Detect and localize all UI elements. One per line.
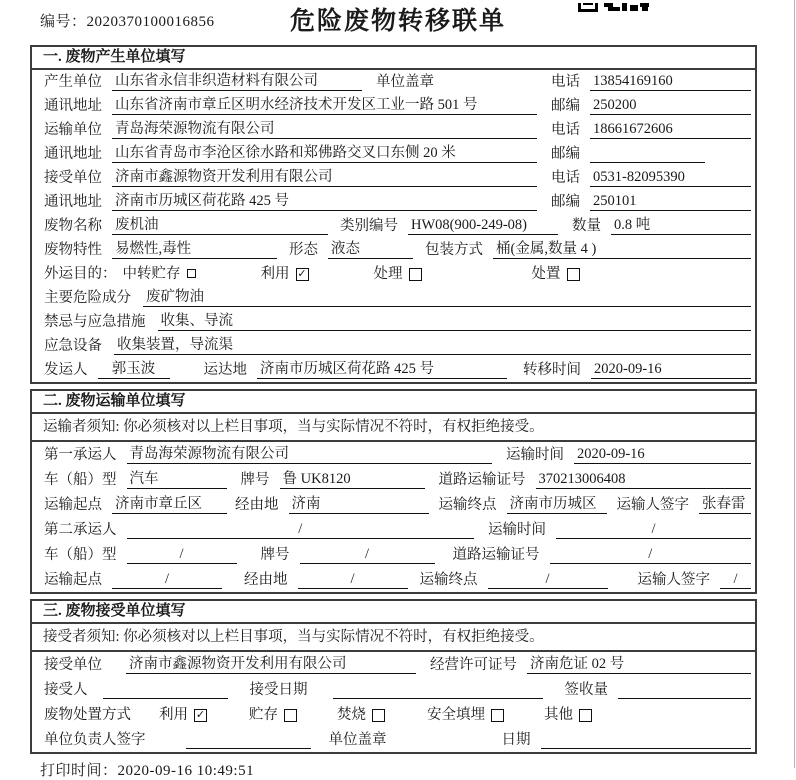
- address-label: 通讯地址: [44, 146, 102, 162]
- plate-label: 牌号: [240, 472, 270, 488]
- endpoint-label: 运输终点: [419, 572, 478, 588]
- phone-label: 电话: [551, 170, 580, 186]
- qr-code-fragment-icon: [578, 0, 650, 9]
- signed-quantity-label: 签收量: [564, 682, 608, 698]
- responsible-signature-value: [186, 731, 311, 749]
- transport-postcode-value: [590, 145, 705, 163]
- first-carrier-label: 第一承运人: [44, 447, 117, 463]
- row-waste-properties: [32, 238, 755, 262]
- unit-seal-label: 单位盖章: [328, 732, 387, 748]
- waste-property-label: 废物特性: [44, 242, 102, 258]
- phone-label: 电话: [551, 122, 580, 138]
- quantity-label: 数量: [572, 218, 601, 234]
- row-disposal-method: [32, 702, 755, 727]
- via-value: 济南: [289, 496, 429, 514]
- option-label: 其他: [544, 707, 573, 723]
- producer-unit-label: 产生单位: [44, 74, 102, 90]
- row-waste-name: [32, 214, 755, 238]
- emergency-measures-value: 收集、导流: [158, 313, 752, 331]
- producer-phone-value: 13854169160: [590, 73, 751, 91]
- section1-header: 一. 废物产生单位填写: [32, 47, 755, 70]
- row-receiver-unit: [32, 166, 755, 190]
- section-producer: [30, 45, 757, 384]
- option-label: 安全填埋: [427, 707, 485, 723]
- license-value: 济南危证 02 号: [527, 656, 751, 674]
- signed-quantity-value: [618, 681, 751, 699]
- option-treat: [374, 266, 422, 283]
- row-receiving-unit: [32, 652, 755, 677]
- phone-label: 电话: [551, 74, 580, 90]
- vehicle-type-label: 车（船）型: [44, 547, 117, 563]
- transport-unit-value: 青岛海荣源物流有限公司: [112, 121, 537, 139]
- responsible-signature-label: 单位负责人签字: [44, 732, 146, 748]
- waste-name-value: 废机油: [112, 217, 328, 235]
- postcode-label: 邮编: [551, 194, 580, 210]
- checkbox-incinerate-icon: [372, 709, 385, 722]
- unit-seal-label: 单位盖章: [376, 74, 434, 90]
- option-storage: [249, 707, 297, 724]
- print-time-value: 2020-09-16 10:49:51: [117, 763, 255, 779]
- receiver-postcode-value: 250101: [590, 193, 751, 211]
- second-carrier-label: 第二承运人: [44, 522, 117, 538]
- emergency-equipment-value: 收集装置，导流渠: [114, 337, 751, 355]
- road-permit-label: 道路运输证号: [438, 472, 526, 488]
- option-label: 处置: [531, 266, 561, 282]
- packaging-value: 桶(金属,数量 4 ): [493, 241, 751, 259]
- transfer-time-value: 2020-09-16: [591, 361, 751, 379]
- road-permit-label: 道路运输证号: [452, 547, 540, 563]
- page-edge-line: [794, 0, 795, 768]
- option-other: [544, 707, 592, 724]
- row-producer-unit: [32, 70, 755, 94]
- option-landfill: [427, 707, 504, 724]
- quantity-value: 0.8 吨: [611, 217, 751, 235]
- print-time: [40, 759, 757, 780]
- waste-name-label: 废物名称: [44, 218, 102, 234]
- license-label: 经营许可证号: [430, 657, 517, 673]
- row-transport-unit: [32, 118, 755, 142]
- row-consignor: [32, 358, 755, 382]
- row-producer-address: [32, 94, 755, 118]
- first-carrier-value: 青岛海荣源物流有限公司: [127, 446, 493, 464]
- section3-header: 三. 废物接受单位填写: [32, 601, 755, 624]
- transport-time-label: 运输时间: [488, 522, 546, 538]
- transport-time-value: 2020-09-16: [574, 446, 751, 464]
- road-permit-2-value: /: [550, 546, 752, 564]
- address-label: 通讯地址: [44, 194, 102, 210]
- serial-value: 2020370100016856: [86, 14, 215, 30]
- section2-header: 二. 废物运输单位填写: [32, 391, 755, 414]
- checkbox-transfer-storage-icon: [187, 269, 196, 278]
- row-second-carrier: [32, 517, 755, 542]
- plate-2-value: /: [300, 546, 435, 564]
- producer-postcode-value: 250200: [590, 97, 751, 115]
- option-label: 中转贮存: [122, 266, 181, 282]
- vehicle-type-label: 车（船）型: [44, 472, 117, 488]
- receiver-unit-label: 接受单位: [44, 170, 102, 186]
- row-route-1: [32, 492, 755, 517]
- carrier-signature-label: 运输人签字: [616, 497, 689, 513]
- page-title: 危险废物转移联单: [289, 8, 506, 35]
- receiver-phone-value: 0531-82095390: [590, 169, 751, 187]
- category-code-value: HW08(900-249-08): [408, 217, 558, 235]
- receive-date-label: 接受日期: [249, 682, 308, 698]
- vehicle-type-value: 汽车: [127, 471, 227, 489]
- hazard-components-value: 废矿物油: [143, 289, 751, 307]
- origin-2-value: /: [112, 571, 222, 589]
- via-label: 经由地: [235, 497, 279, 513]
- section-receiver: [30, 599, 757, 754]
- manifest-form: [30, 45, 757, 780]
- receiving-unit-value: 济南市鑫源物资开发利用有限公司: [126, 656, 416, 674]
- receiver-notice: 接受者须知: 你必须核对以上栏目事项，当与实际情况不符时，有权拒绝接受。: [32, 624, 755, 652]
- row-vehicle-2: [32, 542, 755, 567]
- form-state-label: 形态: [289, 242, 318, 258]
- option-label: 贮存: [249, 707, 278, 723]
- receiver-address-value: 济南市历城区荷花路 425 号: [112, 193, 537, 211]
- endpoint-2-value: /: [488, 571, 608, 589]
- transporter-notice: 运输者须知: 你必须核对以上栏目事项，当与实际情况不符时，有权拒绝接受。: [32, 414, 755, 442]
- plate-value: 鲁 UK8120: [280, 471, 425, 489]
- checkbox-dispose-icon: [567, 268, 580, 281]
- row-emergency-equipment: [32, 334, 755, 358]
- via-2-value: /: [298, 571, 408, 589]
- option-label: 处理: [373, 266, 403, 282]
- destination-label: 运达地: [203, 362, 247, 378]
- hazard-components-label: 主要危险成分: [44, 290, 131, 306]
- option-transfer-storage: [123, 266, 196, 283]
- transport-phone-value: 18661672606: [590, 121, 751, 139]
- destination-value: 济南市历城区荷花路 425 号: [257, 361, 507, 379]
- option-dispose: [532, 266, 580, 283]
- serial-label: 编号：: [40, 14, 87, 30]
- checkbox-other-icon: [579, 709, 592, 722]
- option-label: 利用: [260, 266, 290, 282]
- row-vehicle-1: [32, 467, 755, 492]
- via-label: 经由地: [244, 572, 288, 588]
- row-route-2: [32, 567, 755, 592]
- row-transport-address: [32, 142, 755, 166]
- section-transporter: [30, 389, 757, 594]
- row-transfer-purpose: [32, 262, 755, 286]
- row-receiver-person: [32, 677, 755, 702]
- transport-time-2-value: /: [556, 521, 751, 539]
- postcode-label: 邮编: [551, 146, 580, 162]
- consignor-value: 郭玉波: [98, 361, 170, 379]
- carrier-signature-label: 运输人签字: [637, 572, 710, 588]
- emergency-equipment-label: 应急设备: [44, 338, 102, 354]
- waste-property-value: 易燃性,毒性: [112, 241, 277, 259]
- receiving-unit-label: 接受单位: [44, 657, 102, 673]
- endpoint-label: 运输终点: [438, 497, 497, 513]
- endpoint-value: 济南市历城区: [507, 496, 607, 514]
- row-hazard-components: [32, 286, 755, 310]
- receive-date-value: [333, 681, 543, 699]
- checkbox-treat-icon: [409, 268, 422, 281]
- date-value: [541, 731, 752, 749]
- transfer-time-label: 转移时间: [523, 362, 581, 378]
- row-emergency-measures: [32, 310, 755, 334]
- form-state-value: 液态: [328, 241, 413, 259]
- row-first-carrier: [32, 442, 755, 467]
- road-permit-value: 370213006408: [536, 471, 752, 489]
- origin-value: 济南市章丘区: [112, 496, 227, 514]
- second-carrier-value: /: [127, 521, 475, 539]
- receiver-person-label: 接受人: [44, 682, 88, 698]
- origin-label: 运输起点: [44, 497, 102, 513]
- consignor-label: 发运人: [44, 362, 88, 378]
- date-label: 日期: [501, 732, 531, 748]
- transport-address-value: 山东省青岛市李沧区徐水路和郑佛路交叉口东侧 20 米: [112, 145, 537, 163]
- category-code-label: 类别编号: [340, 218, 398, 234]
- carrier-signature-value: 张春雷: [699, 496, 751, 514]
- checkbox-landfill-icon: [491, 709, 504, 722]
- row-responsible-signature: [32, 727, 755, 752]
- checkbox-storage-icon: [284, 709, 297, 722]
- checkbox-utilize-icon: ✓: [195, 708, 206, 721]
- address-label: 通讯地址: [44, 98, 102, 114]
- disposal-method-label: 废物处置方式: [44, 707, 131, 723]
- packaging-label: 包装方式: [425, 242, 483, 258]
- postcode-label: 邮编: [551, 98, 580, 114]
- option-utilize: [261, 266, 309, 283]
- checkbox-utilize-icon: ✓: [297, 267, 307, 280]
- option-utilize: [159, 707, 207, 724]
- emergency-measures-label: 禁忌与应急措施: [44, 314, 146, 330]
- option-incinerate: [337, 707, 385, 724]
- producer-address-value: 山东省济南市章丘区明水经济技术开发区工业一路 501 号: [112, 97, 537, 115]
- row-receiver-address: [32, 190, 755, 214]
- transport-unit-label: 运输单位: [44, 122, 102, 138]
- transfer-purpose-label: 外运目的：: [44, 266, 117, 282]
- vehicle-type-2-value: /: [127, 546, 237, 564]
- option-label: 焚烧: [337, 707, 366, 723]
- producer-unit-value: 山东省永信非织造材料有限公司: [112, 73, 362, 91]
- option-label: 利用: [159, 707, 188, 723]
- plate-label: 牌号: [260, 547, 290, 563]
- carrier-signature-2-value: /: [720, 571, 751, 589]
- receiver-unit-value: 济南市鑫源物资开发利用有限公司: [112, 169, 537, 187]
- origin-label: 运输起点: [44, 572, 102, 588]
- transport-time-label: 运输时间: [506, 447, 564, 463]
- receiver-person-value: [103, 681, 228, 699]
- print-time-label: 打印时间：: [40, 763, 118, 779]
